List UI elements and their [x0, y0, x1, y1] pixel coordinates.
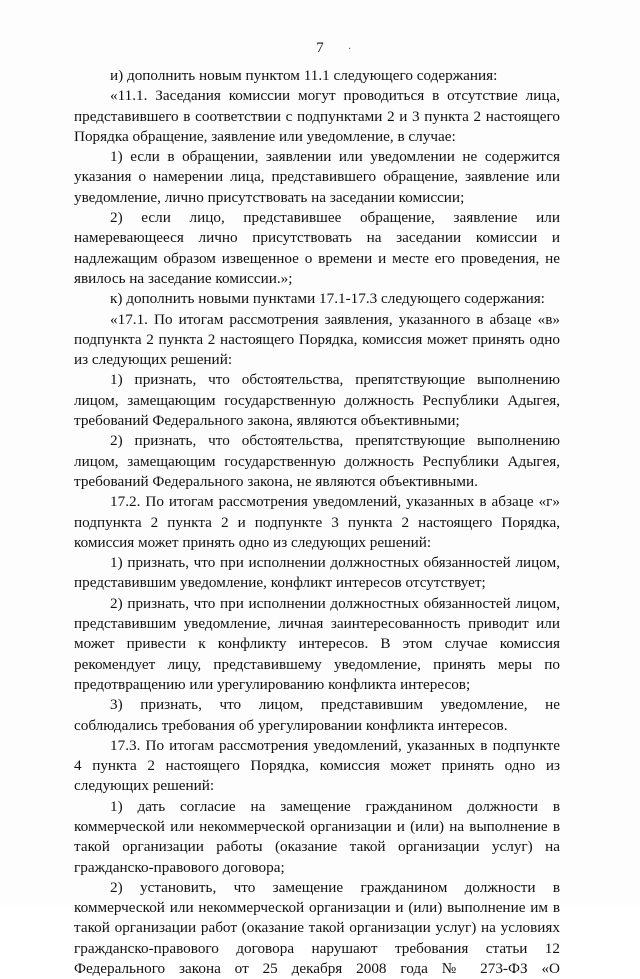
text-line: 2) признать, что обстоятельства, препятствующие выполнению: [110, 432, 560, 450]
text-line: 1) признать, что при исполнении должностных обязанностей лицом,: [110, 554, 560, 572]
text-line: требований Федерального закона, не являются объективными.: [74, 472, 478, 490]
text-line: соблюдались требования об урегулировании конфликта интересов.: [74, 716, 508, 734]
text-line: уведомление, лично присутствовать на заседании комиссии;: [74, 188, 465, 206]
text-line: требований Федерального закона, являются объективными;: [74, 412, 460, 430]
text-line: представившим уведомление, личная заинтересованность приводит или: [74, 615, 560, 633]
text-line: может привести к конфликту интересов. В этом случае комиссия: [74, 635, 560, 653]
text-line: коммерческой или некоммерческой организации и (или) на выполнение в: [74, 817, 560, 835]
text-line: «11.1. Заседания комиссии могут проводиться в отсутствие лица,: [110, 87, 560, 105]
text-line: «17.1. По итогам рассмотрения заявления, указанного в абзаце «в»: [110, 310, 560, 328]
text-line: такой организации работы (оказание такой организации услуг) на: [74, 838, 560, 856]
text-line: 17.2. По итогам рассмотрения уведомлений, указанных в абзаце «г»: [110, 493, 560, 511]
text-line: намеревающееся лично присутствовать на заседании комиссии и: [74, 229, 560, 247]
text-line: 2) если лицо, представившее обращение, заявление или: [110, 209, 560, 227]
text-line: представившего в соответствии с подпунктами 2 и 3 пункта 2 настоящего: [74, 107, 560, 125]
text-line: гражданско-правового договора нарушают требования статьи 12: [74, 939, 560, 957]
text-line: представившим уведомление, конфликт интересов отсутствует;: [74, 574, 486, 592]
text-line: 2) признать, что при исполнении должностных обязанностей лицом,: [110, 594, 560, 612]
text-line: 4 пункта 2 настоящего Порядка, комиссия может принять одно из: [74, 757, 560, 775]
text-line: 1) если в обращении, заявлении или уведомлении не содержится: [110, 148, 560, 166]
text-line: комиссия может принять одно из следующих решений:: [74, 533, 432, 551]
text-line: и) дополнить новым пунктом 11.1 следующего содержания:: [110, 67, 498, 84]
document-body: [74, 66, 560, 979]
text-line: 3) признать, что лицом, представившим уведомление, не: [110, 696, 560, 714]
text-line: лицом, замещающим государственную должность Республики Адыгея,: [74, 391, 560, 409]
text-line: надлежащим образом извещенное о времени и месте его проведения, не: [74, 249, 560, 267]
text-line: Федерального закона от 25 декабря 2008 года № 273-ФЗ «О: [74, 960, 560, 978]
text-line: предотвращению или урегулированию конфликта интересов;: [74, 675, 471, 693]
text-line: указания о намерении лица, представившего обращение, заявление или: [74, 168, 560, 186]
text-line: 2) установить, что замещение гражданином должности в: [110, 878, 560, 896]
text-line: коммерческой или некоммерческой организации и (или) выполнение им в: [74, 899, 560, 917]
text-line: подпункта 2 пункта 2 настоящего Порядка, комиссия может принять одно: [74, 330, 560, 348]
page-number: 7: [316, 40, 324, 56]
text-line: 1) дать согласие на замещение гражданином должности в: [110, 797, 560, 815]
text-line: подпункта 2 пункта 2 и подпункте 3 пункта 2 настоящего Порядка,: [74, 513, 560, 531]
text-line: лицом, замещающим государственную должность Республики Адыгея,: [74, 452, 560, 470]
text-line: следующих решений:: [74, 777, 215, 795]
page-mark: ·: [348, 44, 352, 55]
text-line: 1) признать, что обстоятельства, препятствующие выполнению: [110, 371, 560, 389]
text-line: к) дополнить новыми пунктами 17.1-17.3 следующего содержания:: [110, 290, 545, 308]
text-line: из следующих решений:: [74, 351, 233, 369]
text-line: рекомендует лицу, представившему уведомление, принять меры по: [74, 655, 560, 673]
text-line: явилось на заседание комиссии.»;: [74, 269, 293, 287]
text-line: 17.3. По итогам рассмотрения уведомлений, указанных в подпункте: [110, 736, 560, 754]
text-line: гражданско-правового договора;: [74, 858, 285, 876]
text-line: Порядка обращение, заявление или уведомление, в случае:: [74, 127, 456, 145]
text-line: такой организации работ (оказание такой организации услуг) на условиях: [74, 919, 560, 937]
